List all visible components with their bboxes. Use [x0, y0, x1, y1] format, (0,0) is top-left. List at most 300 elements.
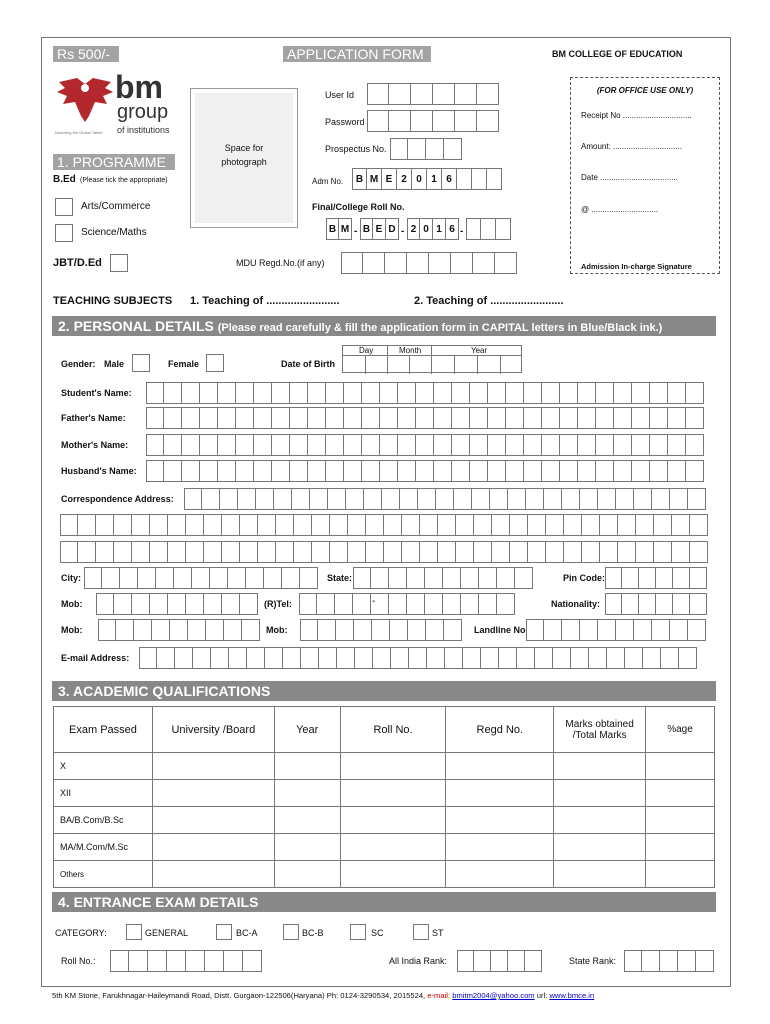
char-cell[interactable]	[564, 541, 582, 563]
char-cell[interactable]	[434, 434, 452, 456]
char-cell[interactable]	[427, 647, 445, 669]
char-cell[interactable]	[672, 514, 690, 536]
char-cell[interactable]	[272, 434, 290, 456]
char-cell[interactable]	[438, 514, 456, 536]
char-cell[interactable]	[308, 407, 326, 429]
char-cell[interactable]	[218, 407, 236, 429]
char-cell[interactable]	[528, 541, 546, 563]
char-cell[interactable]	[114, 593, 132, 615]
char-cell[interactable]	[362, 460, 380, 482]
arts-checkbox[interactable]	[55, 198, 73, 216]
char-cell[interactable]	[317, 593, 335, 615]
char-cell[interactable]	[672, 541, 690, 563]
char-cell[interactable]	[391, 647, 409, 669]
char-cell[interactable]	[686, 460, 704, 482]
table-row[interactable]: MA/M.Com/M.Sc	[54, 834, 715, 861]
char-cell[interactable]	[384, 514, 402, 536]
char-cell[interactable]	[524, 407, 542, 429]
char-cell[interactable]	[542, 434, 560, 456]
char-cell[interactable]	[282, 567, 300, 589]
char-cell[interactable]	[186, 541, 204, 563]
char-cell[interactable]	[254, 460, 272, 482]
char-cell[interactable]	[328, 488, 346, 510]
char-cell[interactable]	[353, 567, 371, 589]
char-cell[interactable]	[308, 382, 326, 404]
char-cell[interactable]	[373, 647, 391, 669]
mother-name-input[interactable]	[146, 434, 704, 456]
father-name-input[interactable]	[146, 407, 704, 429]
science-checkbox[interactable]	[55, 224, 73, 242]
char-cell[interactable]	[224, 619, 242, 641]
char-cell[interactable]	[456, 514, 474, 536]
char-cell[interactable]	[256, 488, 274, 510]
char-cell[interactable]	[461, 593, 479, 615]
char-cell[interactable]	[240, 593, 258, 615]
char-cell[interactable]	[318, 619, 336, 641]
char-cell[interactable]	[474, 950, 491, 972]
char-cell[interactable]	[596, 382, 614, 404]
char-cell[interactable]	[600, 514, 618, 536]
char-cell[interactable]	[497, 593, 515, 615]
char-cell[interactable]	[188, 619, 206, 641]
char-cell[interactable]	[240, 514, 258, 536]
char-cell[interactable]	[407, 567, 425, 589]
char-cell[interactable]	[438, 541, 456, 563]
char-cell[interactable]	[614, 434, 632, 456]
husband-name-input[interactable]	[146, 460, 704, 482]
air-input[interactable]	[457, 950, 542, 972]
char-cell[interactable]	[668, 434, 686, 456]
char-cell[interactable]	[425, 593, 443, 615]
char-cell[interactable]	[578, 460, 596, 482]
char-cell[interactable]	[506, 460, 524, 482]
char-cell[interactable]	[157, 647, 175, 669]
mob-input-2[interactable]	[98, 619, 260, 641]
char-cell[interactable]	[344, 460, 362, 482]
table-row[interactable]: Others	[54, 861, 715, 888]
char-cell[interactable]	[292, 488, 310, 510]
char-cell[interactable]	[258, 514, 276, 536]
char-cell[interactable]	[542, 407, 560, 429]
char-cell[interactable]	[362, 407, 380, 429]
char-cell[interactable]	[220, 488, 238, 510]
char-cell[interactable]	[390, 619, 408, 641]
prospectus-input[interactable]	[390, 138, 462, 160]
char-cell[interactable]	[506, 407, 524, 429]
state-rank-input[interactable]	[624, 950, 714, 972]
char-cell[interactable]	[470, 434, 488, 456]
char-cell[interactable]	[312, 541, 330, 563]
roll-number-input[interactable]	[466, 218, 511, 240]
char-cell[interactable]	[578, 434, 596, 456]
char-cell[interactable]	[650, 407, 668, 429]
char-cell[interactable]	[353, 593, 371, 615]
char-cell[interactable]	[515, 567, 533, 589]
char-cell[interactable]	[688, 488, 706, 510]
char-cell[interactable]	[164, 407, 182, 429]
char-cell[interactable]	[553, 647, 571, 669]
char-cell[interactable]	[134, 619, 152, 641]
char-cell[interactable]	[138, 567, 156, 589]
char-cell[interactable]	[673, 567, 690, 589]
char-cell[interactable]	[310, 488, 328, 510]
char-cell[interactable]	[481, 647, 499, 669]
char-cell[interactable]	[366, 541, 384, 563]
char-cell[interactable]	[670, 619, 688, 641]
entrance-roll-input[interactable]	[110, 950, 262, 972]
website-link[interactable]: www.bmce.in	[549, 991, 595, 1000]
char-cell[interactable]	[622, 593, 639, 615]
char-cell[interactable]	[472, 488, 490, 510]
char-cell[interactable]	[434, 407, 452, 429]
sc-checkbox[interactable]	[350, 924, 366, 940]
char-cell[interactable]	[416, 407, 434, 429]
address-line-2[interactable]	[60, 514, 708, 536]
char-cell[interactable]	[337, 647, 355, 669]
char-cell[interactable]	[308, 460, 326, 482]
char-cell[interactable]	[326, 460, 344, 482]
char-cell[interactable]	[222, 593, 240, 615]
password-input[interactable]	[367, 110, 499, 132]
char-cell[interactable]	[146, 407, 164, 429]
char-cell[interactable]	[488, 382, 506, 404]
char-cell[interactable]	[146, 434, 164, 456]
char-cell[interactable]	[205, 950, 224, 972]
char-cell[interactable]	[200, 407, 218, 429]
char-cell[interactable]	[409, 647, 427, 669]
char-cell[interactable]	[434, 382, 452, 404]
char-cell[interactable]	[272, 382, 290, 404]
char-cell[interactable]	[598, 619, 616, 641]
char-cell[interactable]	[436, 488, 454, 510]
char-cell[interactable]	[488, 460, 506, 482]
char-cell[interactable]	[488, 407, 506, 429]
char-cell[interactable]	[175, 647, 193, 669]
char-cell[interactable]	[696, 950, 714, 972]
char-cell[interactable]	[326, 407, 344, 429]
char-cell[interactable]	[228, 567, 246, 589]
char-cell[interactable]	[571, 647, 589, 669]
char-cell[interactable]	[528, 514, 546, 536]
female-checkbox[interactable]	[206, 354, 224, 372]
char-cell[interactable]	[204, 593, 222, 615]
char-cell[interactable]	[200, 434, 218, 456]
char-cell[interactable]	[560, 460, 578, 482]
char-cell[interactable]	[344, 407, 362, 429]
char-cell[interactable]	[497, 567, 515, 589]
st-checkbox[interactable]	[413, 924, 429, 940]
char-cell[interactable]	[490, 488, 508, 510]
char-cell[interactable]	[330, 514, 348, 536]
char-cell[interactable]	[690, 593, 707, 615]
char-cell[interactable]	[506, 382, 524, 404]
char-cell[interactable]	[474, 514, 492, 536]
char-cell[interactable]	[139, 647, 157, 669]
char-cell[interactable]	[491, 950, 508, 972]
char-cell[interactable]	[242, 619, 260, 641]
char-cell[interactable]	[182, 434, 200, 456]
nationality-input[interactable]	[605, 593, 707, 615]
char-cell[interactable]	[200, 460, 218, 482]
char-cell[interactable]	[636, 541, 654, 563]
char-cell[interactable]	[362, 434, 380, 456]
char-cell[interactable]	[182, 382, 200, 404]
char-cell[interactable]	[605, 593, 622, 615]
adm-no-input[interactable]: B M E 2 0 1 6	[352, 168, 502, 190]
char-cell[interactable]	[116, 619, 134, 641]
char-cell[interactable]	[425, 567, 443, 589]
char-cell[interactable]	[290, 407, 308, 429]
char-cell[interactable]	[607, 647, 625, 669]
char-cell[interactable]	[434, 460, 452, 482]
rtel-input[interactable]	[299, 593, 515, 615]
char-cell[interactable]	[546, 541, 564, 563]
char-cell[interactable]	[308, 434, 326, 456]
table-row[interactable]: XII	[54, 780, 715, 807]
char-cell[interactable]	[470, 382, 488, 404]
general-checkbox[interactable]	[126, 924, 142, 940]
char-cell[interactable]	[578, 407, 596, 429]
char-cell[interactable]	[132, 514, 150, 536]
char-cell[interactable]	[688, 619, 706, 641]
char-cell[interactable]	[182, 460, 200, 482]
roll-year-input[interactable]: 2 0 1 6	[407, 218, 459, 240]
char-cell[interactable]	[264, 567, 282, 589]
char-cell[interactable]	[445, 647, 463, 669]
char-cell[interactable]	[240, 541, 258, 563]
char-cell[interactable]	[614, 407, 632, 429]
table-row[interactable]: BA/B.Com/B.Sc	[54, 807, 715, 834]
char-cell[interactable]	[389, 567, 407, 589]
char-cell[interactable]	[678, 950, 696, 972]
char-cell[interactable]	[348, 541, 366, 563]
char-cell[interactable]	[301, 647, 319, 669]
char-cell[interactable]	[380, 434, 398, 456]
char-cell[interactable]	[129, 950, 148, 972]
char-cell[interactable]	[582, 514, 600, 536]
char-cell[interactable]	[416, 460, 434, 482]
teaching-1[interactable]: 1. Teaching of ........................	[190, 295, 340, 307]
char-cell[interactable]	[254, 407, 272, 429]
char-cell[interactable]	[524, 382, 542, 404]
jbt-checkbox[interactable]	[110, 254, 128, 272]
char-cell[interactable]	[114, 541, 132, 563]
char-cell[interactable]	[167, 950, 186, 972]
char-cell[interactable]	[402, 541, 420, 563]
char-cell[interactable]	[596, 407, 614, 429]
char-cell[interactable]	[265, 647, 283, 669]
char-cell[interactable]	[382, 488, 400, 510]
char-cell[interactable]	[544, 619, 562, 641]
char-cell[interactable]	[544, 488, 562, 510]
char-cell[interactable]	[380, 460, 398, 482]
char-cell[interactable]	[290, 434, 308, 456]
char-cell[interactable]	[668, 407, 686, 429]
char-cell[interactable]	[625, 647, 643, 669]
char-cell[interactable]	[120, 567, 138, 589]
char-cell[interactable]	[218, 434, 236, 456]
char-cell[interactable]	[204, 514, 222, 536]
char-cell[interactable]	[236, 460, 254, 482]
user-id-input[interactable]	[367, 83, 499, 105]
char-cell[interactable]	[210, 567, 228, 589]
char-cell[interactable]	[488, 434, 506, 456]
char-cell[interactable]	[299, 593, 317, 615]
char-cell[interactable]	[193, 647, 211, 669]
char-cell[interactable]	[110, 950, 129, 972]
char-cell[interactable]	[400, 488, 418, 510]
char-cell[interactable]	[164, 460, 182, 482]
char-cell[interactable]	[632, 460, 650, 482]
char-cell[interactable]	[654, 514, 672, 536]
char-cell[interactable]	[300, 567, 318, 589]
char-cell[interactable]	[616, 488, 634, 510]
char-cell[interactable]	[202, 488, 220, 510]
char-cell[interactable]	[510, 541, 528, 563]
char-cell[interactable]	[60, 514, 78, 536]
char-cell[interactable]	[690, 567, 707, 589]
char-cell[interactable]	[384, 541, 402, 563]
char-cell[interactable]	[200, 382, 218, 404]
char-cell[interactable]	[524, 460, 542, 482]
char-cell[interactable]	[562, 619, 580, 641]
char-cell[interactable]	[398, 407, 416, 429]
char-cell[interactable]	[398, 434, 416, 456]
char-cell[interactable]	[510, 514, 528, 536]
char-cell[interactable]	[535, 647, 553, 669]
dob-input[interactable]: Day Month Year	[342, 345, 522, 373]
char-cell[interactable]	[650, 382, 668, 404]
char-cell[interactable]	[186, 514, 204, 536]
char-cell[interactable]	[639, 567, 656, 589]
char-cell[interactable]	[632, 382, 650, 404]
char-cell[interactable]	[526, 619, 544, 641]
char-cell[interactable]	[330, 541, 348, 563]
char-cell[interactable]	[452, 434, 470, 456]
char-cell[interactable]	[380, 382, 398, 404]
char-cell[interactable]	[560, 382, 578, 404]
char-cell[interactable]	[614, 460, 632, 482]
char-cell[interactable]	[238, 488, 256, 510]
char-cell[interactable]	[229, 647, 247, 669]
char-cell[interactable]	[407, 593, 425, 615]
char-cell[interactable]	[618, 541, 636, 563]
state-input[interactable]	[353, 567, 533, 589]
bcb-checkbox[interactable]	[283, 924, 299, 940]
char-cell[interactable]	[389, 593, 407, 615]
char-cell[interactable]	[150, 593, 168, 615]
char-cell[interactable]	[506, 434, 524, 456]
roll-bed-input[interactable]: B E D	[360, 218, 399, 240]
char-cell[interactable]	[605, 567, 622, 589]
char-cell[interactable]	[98, 619, 116, 641]
char-cell[interactable]	[146, 460, 164, 482]
char-cell[interactable]	[461, 567, 479, 589]
char-cell[interactable]	[426, 619, 444, 641]
char-cell[interactable]	[418, 488, 436, 510]
char-cell[interactable]	[243, 950, 262, 972]
char-cell[interactable]	[525, 950, 542, 972]
char-cell[interactable]	[560, 434, 578, 456]
char-cell[interactable]	[335, 593, 353, 615]
char-cell[interactable]	[78, 541, 96, 563]
char-cell[interactable]	[152, 619, 170, 641]
char-cell[interactable]	[366, 514, 384, 536]
char-cell[interactable]	[290, 382, 308, 404]
char-cell[interactable]	[150, 514, 168, 536]
char-cell[interactable]	[686, 434, 704, 456]
char-cell[interactable]	[146, 382, 164, 404]
char-cell[interactable]	[589, 647, 607, 669]
char-cell[interactable]	[542, 460, 560, 482]
mob-input[interactable]	[96, 593, 258, 615]
char-cell[interactable]	[312, 514, 330, 536]
char-cell[interactable]	[114, 514, 132, 536]
char-cell[interactable]	[578, 382, 596, 404]
char-cell[interactable]	[668, 460, 686, 482]
char-cell[interactable]	[580, 488, 598, 510]
char-cell[interactable]	[643, 647, 661, 669]
char-cell[interactable]	[600, 541, 618, 563]
char-cell[interactable]	[408, 619, 426, 641]
char-cell[interactable]	[247, 647, 265, 669]
char-cell[interactable]	[164, 382, 182, 404]
char-cell[interactable]	[348, 514, 366, 536]
char-cell[interactable]	[222, 514, 240, 536]
char-cell[interactable]	[78, 514, 96, 536]
char-cell[interactable]	[632, 434, 650, 456]
char-cell[interactable]	[380, 407, 398, 429]
email-input[interactable]	[139, 647, 697, 669]
char-cell[interactable]	[452, 460, 470, 482]
photo-box[interactable]	[190, 88, 298, 228]
char-cell[interactable]	[650, 434, 668, 456]
char-cell[interactable]	[444, 619, 462, 641]
char-cell[interactable]	[254, 434, 272, 456]
char-cell[interactable]	[420, 541, 438, 563]
char-cell[interactable]	[416, 382, 434, 404]
char-cell[interactable]	[218, 460, 236, 482]
char-cell[interactable]	[690, 541, 708, 563]
char-cell[interactable]	[596, 434, 614, 456]
char-cell[interactable]	[274, 488, 292, 510]
char-cell[interactable]	[206, 619, 224, 641]
char-cell[interactable]	[598, 488, 616, 510]
char-cell[interactable]	[596, 460, 614, 482]
mob2-input[interactable]	[300, 619, 462, 641]
char-cell[interactable]	[355, 647, 373, 669]
char-cell[interactable]	[650, 460, 668, 482]
char-cell[interactable]	[354, 619, 372, 641]
char-cell[interactable]	[517, 647, 535, 669]
char-cell[interactable]	[618, 514, 636, 536]
char-cell[interactable]	[656, 567, 673, 589]
char-cell[interactable]	[636, 514, 654, 536]
char-cell[interactable]	[499, 647, 517, 669]
char-cell[interactable]	[639, 593, 656, 615]
table-row[interactable]: X	[54, 753, 715, 780]
char-cell[interactable]	[224, 950, 243, 972]
char-cell[interactable]	[272, 407, 290, 429]
roll-bm-input[interactable]: B M	[326, 218, 352, 240]
char-cell[interactable]	[452, 407, 470, 429]
char-cell[interactable]	[582, 541, 600, 563]
char-cell[interactable]	[656, 593, 673, 615]
char-cell[interactable]	[371, 567, 389, 589]
char-cell[interactable]	[660, 950, 678, 972]
char-cell[interactable]	[102, 567, 120, 589]
char-cell[interactable]	[661, 647, 679, 669]
